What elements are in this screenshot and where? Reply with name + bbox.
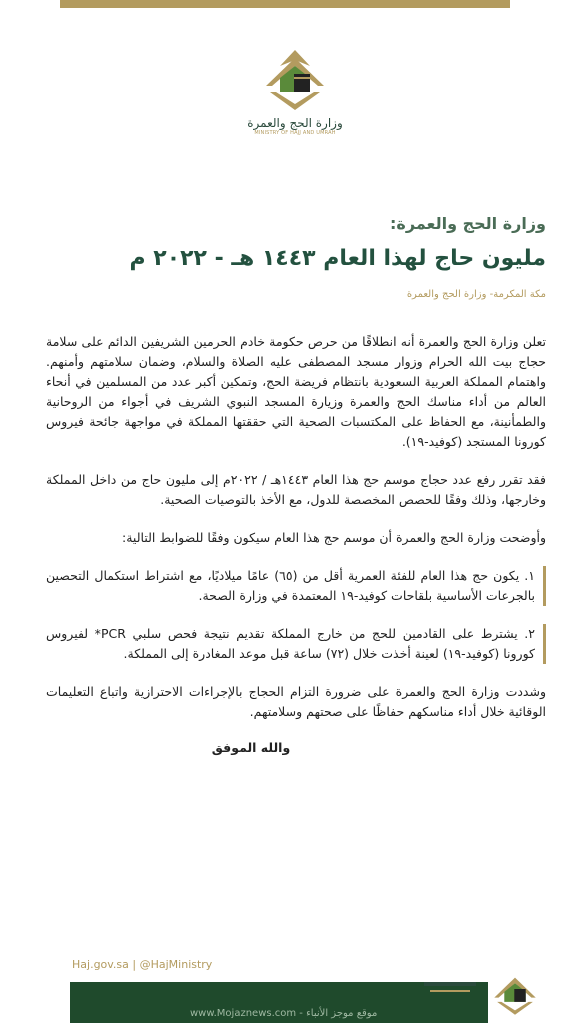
body-text xyxy=(46,332,546,755)
paragraph: وشددت وزارة الحج والعمرة على ضرورة التزام الحجاج بالإجراءات الاحترازية واتباع التعليمات الوقائية خلال أداء مناسكهم حفاظًا على صحتهم وسلامتهم. xyxy=(46,684,546,719)
logo-english-name: MINISTRY OF HAJJ AND UMRAH xyxy=(254,130,336,136)
paragraph: وأوضحت وزارة الحج والعمرة أن موسم حج هذا العام سيكون وفقًا للضوابط التالية: xyxy=(122,530,546,545)
paragraph: تعلن وزارة الحج والعمرة أنه انطلاقًا من حرص حكومة خادم الحرمين الشريفين الدائم على سلامة حجاج بيت الله الحرام وزوار مسجد المصطفى عليه الصلاة والسلام، وضمان سلامتهم وأمنهم. واهتمام المملكة العربية السعودية بانتظام فريضة الحج، وتمكين أكبر عدد من المسلمين في أنحاء العالم من أداء مناسك الحج والعمرة وزيارة المسجد النبوي الشريف في أجواء من الروحانية والطمأنينة، مع الحفاظ على المكتسبات الصحية التي حققتها المملكة في مواجهة جائحة فيروس كورونا المستجد (كوفيد-١٩). xyxy=(46,334,546,449)
header-label: وزارة الحج والعمرة: xyxy=(390,214,546,233)
top-accent-bar xyxy=(60,0,510,8)
footer-contacts: Haj.gov.sa | @HajMinistry xyxy=(72,958,213,971)
closing-line: والله الموفق xyxy=(211,740,291,755)
condition-item: ١. يكون حج هذا العام للفئة العمرية أقل من (٦٥) عامًا ميلاديًا، مع اشتراط استكمال التحصين بالجرعات الأساسية بلقاحات كوفيد-١٩ المعتمدة في وزارة الصحة. xyxy=(46,566,546,606)
ministry-logo xyxy=(240,48,350,156)
paragraph: فقد تقرر رفع عدد حجاج موسم حج هذا العام ١٤٤٣هـ / ٢٠٢٢م إلى مليون حاج من داخل المملكة وخارجها، وذلك وفقًا للحصص المخصصة للدول، مع الأخذ بالتوصيات الصحية. xyxy=(46,472,546,507)
footer-logo-text xyxy=(420,968,480,1008)
logo-arabic-name: وزارة الحج والعمرة xyxy=(247,116,343,130)
footer-kaaba-icon xyxy=(490,968,540,1020)
watermark: www.Mojaznews.com - موقع موجز الأنباء xyxy=(190,1008,378,1019)
page-title: مليون حاج لهذا العام ١٤٤٣ هـ - ٢٠٢٢ م xyxy=(129,246,546,271)
document-body xyxy=(46,212,546,755)
condition-item: ٢. يشترط على القادمين للحج من خارج المملكة تقديم نتيجة فحص سلبي PCR* لفيروس كورونا (كوفيد-١٩) لعينة أخذت خلال (٧٢) ساعة قبل موعد المغادرة إلى المملكة. xyxy=(46,624,546,664)
dateline: مكة المكرمة- وزارة الحج والعمرة xyxy=(406,289,546,300)
kaaba-emblem-icon xyxy=(260,48,330,114)
